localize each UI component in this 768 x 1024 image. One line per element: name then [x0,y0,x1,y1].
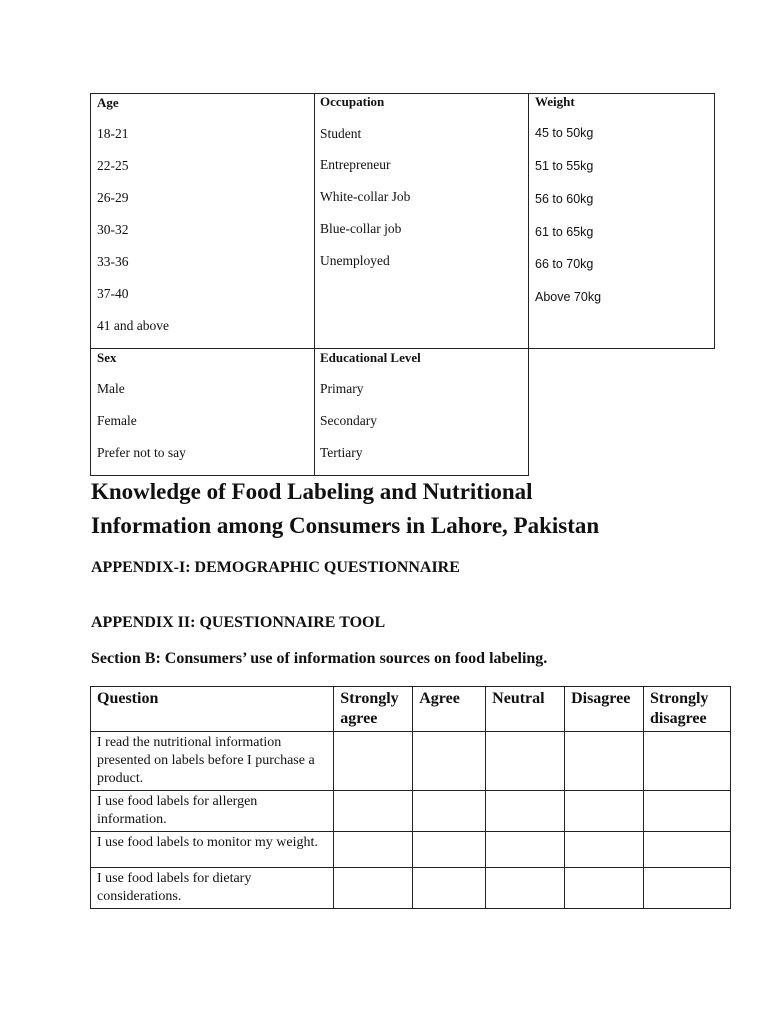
appendix-1-heading: APPENDIX-I: DEMOGRAPHIC QUESTIONNAIRE [91,559,460,576]
sex-option: Male [97,381,125,396]
document-title-line-1: Knowledge of Food Labeling and Nutritional [91,479,533,504]
response-cell-disagree[interactable] [565,832,644,868]
response-cell-neutral[interactable] [486,732,565,791]
weight-option: 51 to 55kg [535,159,594,173]
table-header-row [91,687,731,732]
occupation-option: Blue-collar job [320,221,402,236]
sex-option: Female [97,413,137,428]
sex-header: Sex [97,350,117,365]
table-row [91,832,731,868]
document-title-line-2: Information among Consumers in Lahore, Pakistan [91,513,600,538]
column-header-question: Question [91,687,334,732]
occupation-header: Occupation [320,94,385,109]
age-header: Age [97,95,119,110]
weight-option: 45 to 50kg [535,126,594,140]
response-cell-neutral[interactable] [486,791,565,832]
column-header-agree: Agree [413,687,486,732]
table-row [91,732,731,791]
age-option: 37-40 [97,286,129,301]
response-cell-strongly-disagree[interactable] [644,832,731,868]
response-cell-disagree[interactable] [565,732,644,791]
occupation-option: White-collar Job [320,189,411,204]
response-cell-agree[interactable] [413,832,486,868]
questionnaire-table [90,686,731,909]
question-text: I use food labels for dietary considerations. [91,868,334,909]
appendix-2-heading: APPENDIX II: QUESTIONNAIRE TOOL [91,614,386,631]
occupation-option: Unemployed [320,253,390,268]
weight-option: 61 to 65kg [535,225,594,239]
weight-option: 66 to 70kg [535,257,594,271]
weight-option: Above 70kg [535,290,602,304]
education-option: Tertiary [320,445,363,460]
education-option: Primary [320,381,364,396]
age-option: 33-36 [97,254,129,269]
column-header-disagree: Disagree [565,687,644,732]
response-cell-strongly-disagree[interactable] [644,868,731,909]
response-cell-agree[interactable] [413,868,486,909]
question-text: I use food labels for allergen information. [91,791,334,832]
education-option: Secondary [320,413,377,428]
response-cell-agree[interactable] [413,791,486,832]
question-text: I read the nutritional information presented on labels before I purchase a product. [91,732,334,791]
weight-header: Weight [535,94,575,109]
response-cell-agree[interactable] [413,732,486,791]
column-header-neutral: Neutral [486,687,565,732]
response-cell-strongly-agree[interactable] [334,832,413,868]
response-cell-neutral[interactable] [486,832,565,868]
table-row [91,868,731,909]
age-option: 30-32 [97,222,129,237]
response-cell-disagree[interactable] [565,868,644,909]
column-header-strongly-agree: Strongly agree [334,687,413,732]
response-cell-strongly-disagree[interactable] [644,791,731,832]
weight-option: 56 to 60kg [535,192,594,206]
table-row [91,791,731,832]
response-cell-disagree[interactable] [565,791,644,832]
response-cell-strongly-agree[interactable] [334,732,413,791]
section-b-heading: Section B: Consumers’ use of information sources on food labeling. [91,650,548,667]
age-option: 26-29 [97,190,129,205]
response-cell-neutral[interactable] [486,868,565,909]
response-cell-strongly-agree[interactable] [334,791,413,832]
response-cell-strongly-disagree[interactable] [644,732,731,791]
response-cell-strongly-agree[interactable] [334,868,413,909]
sex-option: Prefer not to say [97,445,186,460]
age-option: 41 and above [97,318,169,333]
question-text: I use food labels to monitor my weight. [91,832,334,868]
age-option: 22-25 [97,158,129,173]
occupation-option: Student [320,126,362,141]
education-header: Educational Level [320,350,421,365]
age-option: 18-21 [97,126,129,141]
column-header-strongly-disagree: Strongly disagree [644,687,731,732]
occupation-option: Entrepreneur [320,157,391,172]
